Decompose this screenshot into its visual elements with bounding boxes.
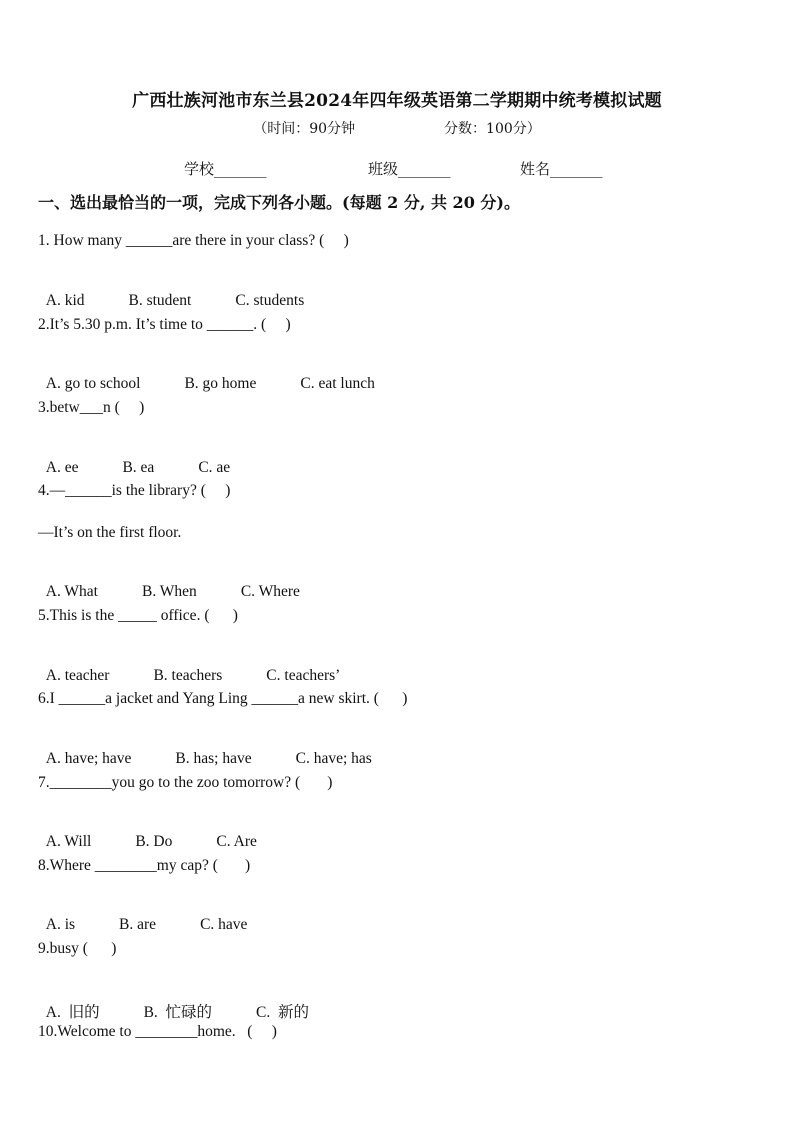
exam-score: 分数：100分） xyxy=(444,121,541,137)
option-3b[interactable]: B. ea xyxy=(122,459,155,476)
name-field[interactable]: 姓名_______ xyxy=(520,160,603,178)
option-4b[interactable]: B. When xyxy=(141,583,197,600)
option-6c[interactable]: C. have; has xyxy=(295,750,372,767)
option-6a[interactable]: A. have; have xyxy=(45,750,132,767)
school-field[interactable]: 学校_______ xyxy=(184,160,267,178)
options-6 xyxy=(38,732,416,768)
option-4c[interactable]: C. Where xyxy=(240,583,300,600)
question-1: 1. How many ______are there in your class? ( ) xyxy=(38,232,349,249)
option-8a[interactable]: A. is xyxy=(45,916,76,933)
option-9c[interactable]: C. 新的 xyxy=(256,1004,310,1021)
question-8: 8.Where ________my cap? ( ) xyxy=(38,857,251,874)
option-9b[interactable]: B. 忙碌的 xyxy=(143,1004,213,1021)
question-3: 3.betw___n ( ) xyxy=(38,399,145,416)
exam-time: （时间：90分钟 xyxy=(253,121,356,137)
option-7c[interactable]: C. Are xyxy=(216,833,257,850)
option-7b[interactable]: B. Do xyxy=(135,833,173,850)
question-4-reply: —It’s on the first floor. xyxy=(38,524,182,541)
question-10: 10.Welcome to ________home. ( ) xyxy=(38,1023,277,1040)
options-9 xyxy=(38,982,353,1022)
question-5: 5.This is the _____ office. ( ) xyxy=(38,607,238,624)
option-1b[interactable]: B. student xyxy=(128,292,192,309)
question-4: 4.—______is the library? ( ) xyxy=(38,482,231,499)
option-2a[interactable]: A. go to school xyxy=(45,375,141,392)
option-5a[interactable]: A. teacher xyxy=(45,667,110,684)
section-title: 一、选出最恰当的一项，完成下列各小题。(每题 2 分, 共 20 分)。 xyxy=(38,193,520,212)
question-9: 9.busy ( ) xyxy=(38,940,117,957)
option-8b[interactable]: B. are xyxy=(119,916,157,933)
option-1a[interactable]: A. kid xyxy=(45,292,85,309)
exam-meta xyxy=(0,118,794,138)
option-5b[interactable]: B. teachers xyxy=(153,667,223,684)
question-6: 6.I ______a jacket and Yang Ling ______a new skirt. ( ) xyxy=(38,690,408,707)
question-7: 7.________you go to the zoo tomorrow? ( ) xyxy=(38,774,333,791)
options-7 xyxy=(38,815,301,851)
option-4a[interactable]: A. What xyxy=(45,583,98,600)
option-8c[interactable]: C. have xyxy=(200,916,248,933)
question-2: 2.It’s 5.30 p.m. It’s time to ______. ( ) xyxy=(38,316,291,333)
option-1c[interactable]: C. students xyxy=(235,292,305,309)
options-3 xyxy=(38,441,274,477)
option-2b[interactable]: B. go home xyxy=(184,375,257,392)
options-1 xyxy=(38,274,348,310)
option-5c[interactable]: C. teachers’ xyxy=(266,667,341,684)
option-2c[interactable]: C. eat lunch xyxy=(300,375,375,392)
option-3a[interactable]: A. ee xyxy=(45,459,79,476)
option-6b[interactable]: B. has; have xyxy=(175,750,252,767)
options-5 xyxy=(38,649,384,685)
options-8 xyxy=(38,898,291,934)
options-2 xyxy=(38,357,419,393)
class-field[interactable]: 班级_______ xyxy=(368,160,451,178)
option-9a[interactable]: A. 旧的 xyxy=(45,1004,100,1021)
option-7a[interactable]: A. Will xyxy=(45,833,92,850)
page-title: 广西壮族河池市东兰县2024年四年级英语第二学期期中统考模拟试题 xyxy=(132,91,662,111)
option-3c[interactable]: C. ae xyxy=(198,459,231,476)
options-4 xyxy=(38,565,344,601)
